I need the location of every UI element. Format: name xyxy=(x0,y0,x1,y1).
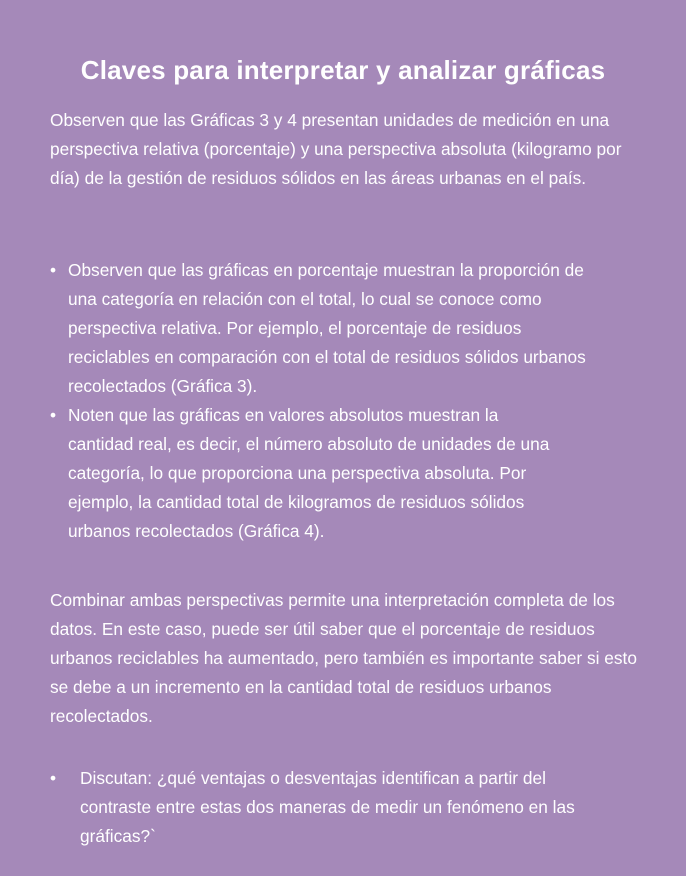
list-item xyxy=(50,401,558,546)
intro-paragraph: Observen que las Gráficas 3 y 4 presentan unidades de medición en una perspectiva relativa (porcentaje) y una perspectiva absoluta (kilogramo por día) de la gestión de residuos sólidos en las áreas urbanas en el país. xyxy=(50,110,622,188)
page-title: Claves para interpretar y analizar gráficas xyxy=(80,55,606,86)
list-item-text: Noten que las gráficas en valores absolutos muestran la cantidad real, es decir, el número absoluto de unidades de una categoría, lo que proporciona una perspectiva absoluta. Por ejemplo, la cantidad total de kilogramos de residuos sólidos urbanos recolectados (Gráfica 4). xyxy=(68,405,550,541)
list-item xyxy=(50,764,600,851)
discussion-list xyxy=(50,764,610,851)
bullet-icon: • xyxy=(50,260,57,280)
bullet-icon: • xyxy=(50,405,57,425)
list-item xyxy=(50,256,588,401)
discussion-prompt: Discutan: ¿qué ventajas o desventajas identifican a partir del contraste entre estas dos maneras de medir un fenómeno en las gráficas?` xyxy=(80,768,575,846)
bullet-icon: • xyxy=(50,768,57,788)
key-points-list xyxy=(50,256,610,546)
conclusion-paragraph: Combinar ambas perspectivas permite una interpretación completa de los datos. En este caso, puede ser útil saber que el porcentaje de residuos urbanos reciclables ha aumentado, pero también es importante saber si esto se debe a un incremento en la cantidad total de residuos urbanos recolectados. xyxy=(50,590,637,726)
list-item-text: Observen que las gráficas en porcentaje muestran la proporción de una categoría en relación con el total, lo cual se conoce como perspectiva relativa. Por ejemplo, el porcentaje de residuos reciclables en comparación con el total de residuos sólidos urbanos recolectados (Gráfica 3). xyxy=(68,260,586,396)
